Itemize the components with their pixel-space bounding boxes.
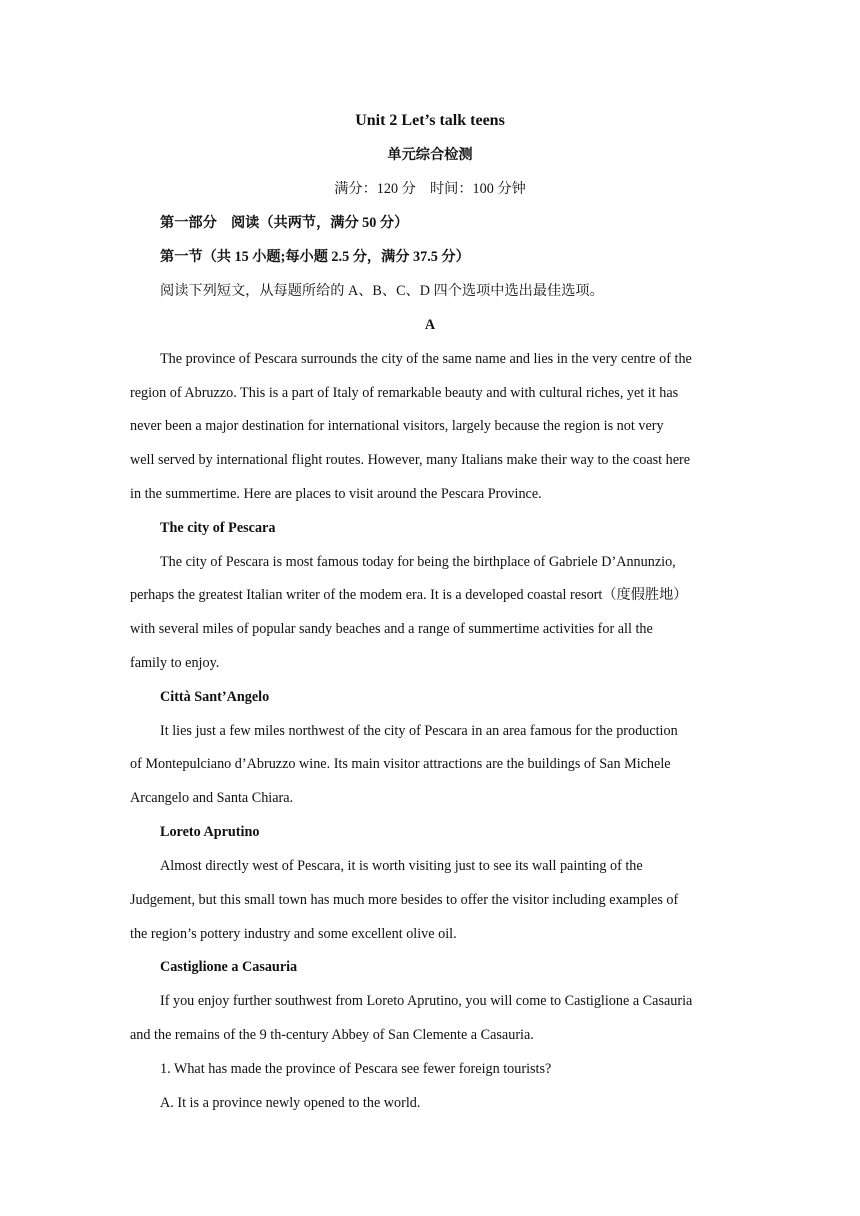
intro-line: never been a major destination for international visitors, largely because the region is not very [130, 418, 664, 434]
place-line: family to enjoy. [130, 655, 220, 671]
score-time-info: 满分：120 分 时间：100 分钟 [334, 181, 526, 197]
place-line: Almost directly west of Pescara, it is worth visiting just to see its wall painting of the [160, 858, 643, 874]
part-heading: 第一部分 阅读（共两节，满分 50 分） [160, 215, 409, 231]
place-line: with several miles of popular sandy beaches and a range of summertime activities for all the [130, 621, 653, 637]
instruction-text: 阅读下列短文，从每题所给的 A、B、C、D 四个选项中选出最佳选项。 [160, 283, 604, 299]
place-line: It lies just a few miles northwest of the city of Pescara in an area famous for the production [160, 723, 678, 739]
place-line: perhaps the greatest Italian writer of the modem era. It is a developed coastal resort（度假胜地） [130, 587, 688, 603]
section-heading: 第一节（共 15 小题;每小题 2.5 分，满分 37.5 分） [160, 249, 470, 265]
passage-label: A [424, 317, 436, 333]
place-heading: Città Sant’Angelo [160, 689, 270, 705]
intro-line: well served by international flight routes. However, many Italians make their way to the coast here [130, 452, 691, 468]
place-heading: Castiglione a Casauria [160, 959, 298, 975]
place-line: If you enjoy further southwest from Loreto Aprutino, you will come to Castiglione a Casauria [160, 993, 693, 1009]
document-title: Unit 2 Let’s talk teens [355, 112, 505, 129]
option-a: A. It is a province newly opened to the world. [160, 1095, 421, 1111]
place-heading: Loreto Aprutino [160, 824, 260, 840]
place-line: The city of Pescara is most famous today for being the birthplace of Gabriele D’Annunzio, [160, 554, 676, 570]
intro-line: The province of Pescara surrounds the city of the same name and lies in the very centre of the [160, 351, 692, 367]
document-subtitle: 单元综合检测 [387, 147, 473, 163]
place-line: Arcangelo and Santa Chiara. [130, 790, 294, 806]
intro-line: region of Abruzzo. This is a part of Italy of remarkable beauty and with cultural riches, yet it has [130, 385, 679, 401]
intro-line: in the summertime. Here are places to visit around the Pescara Province. [130, 486, 542, 502]
place-line: the region’s pottery industry and some excellent olive oil. [130, 926, 457, 942]
place-heading: The city of Pescara [160, 520, 276, 536]
question-stem: 1. What has made the province of Pescara see fewer foreign tourists? [160, 1061, 552, 1077]
place-line: Judgement, but this small town has much more besides to offer the visitor including examples of [130, 892, 679, 908]
place-line: of Montepulciano d’Abruzzo wine. Its main visitor attractions are the buildings of San Michele [130, 756, 671, 772]
place-line: and the remains of the 9 th-century Abbey of San Clemente a Casauria. [130, 1027, 534, 1043]
